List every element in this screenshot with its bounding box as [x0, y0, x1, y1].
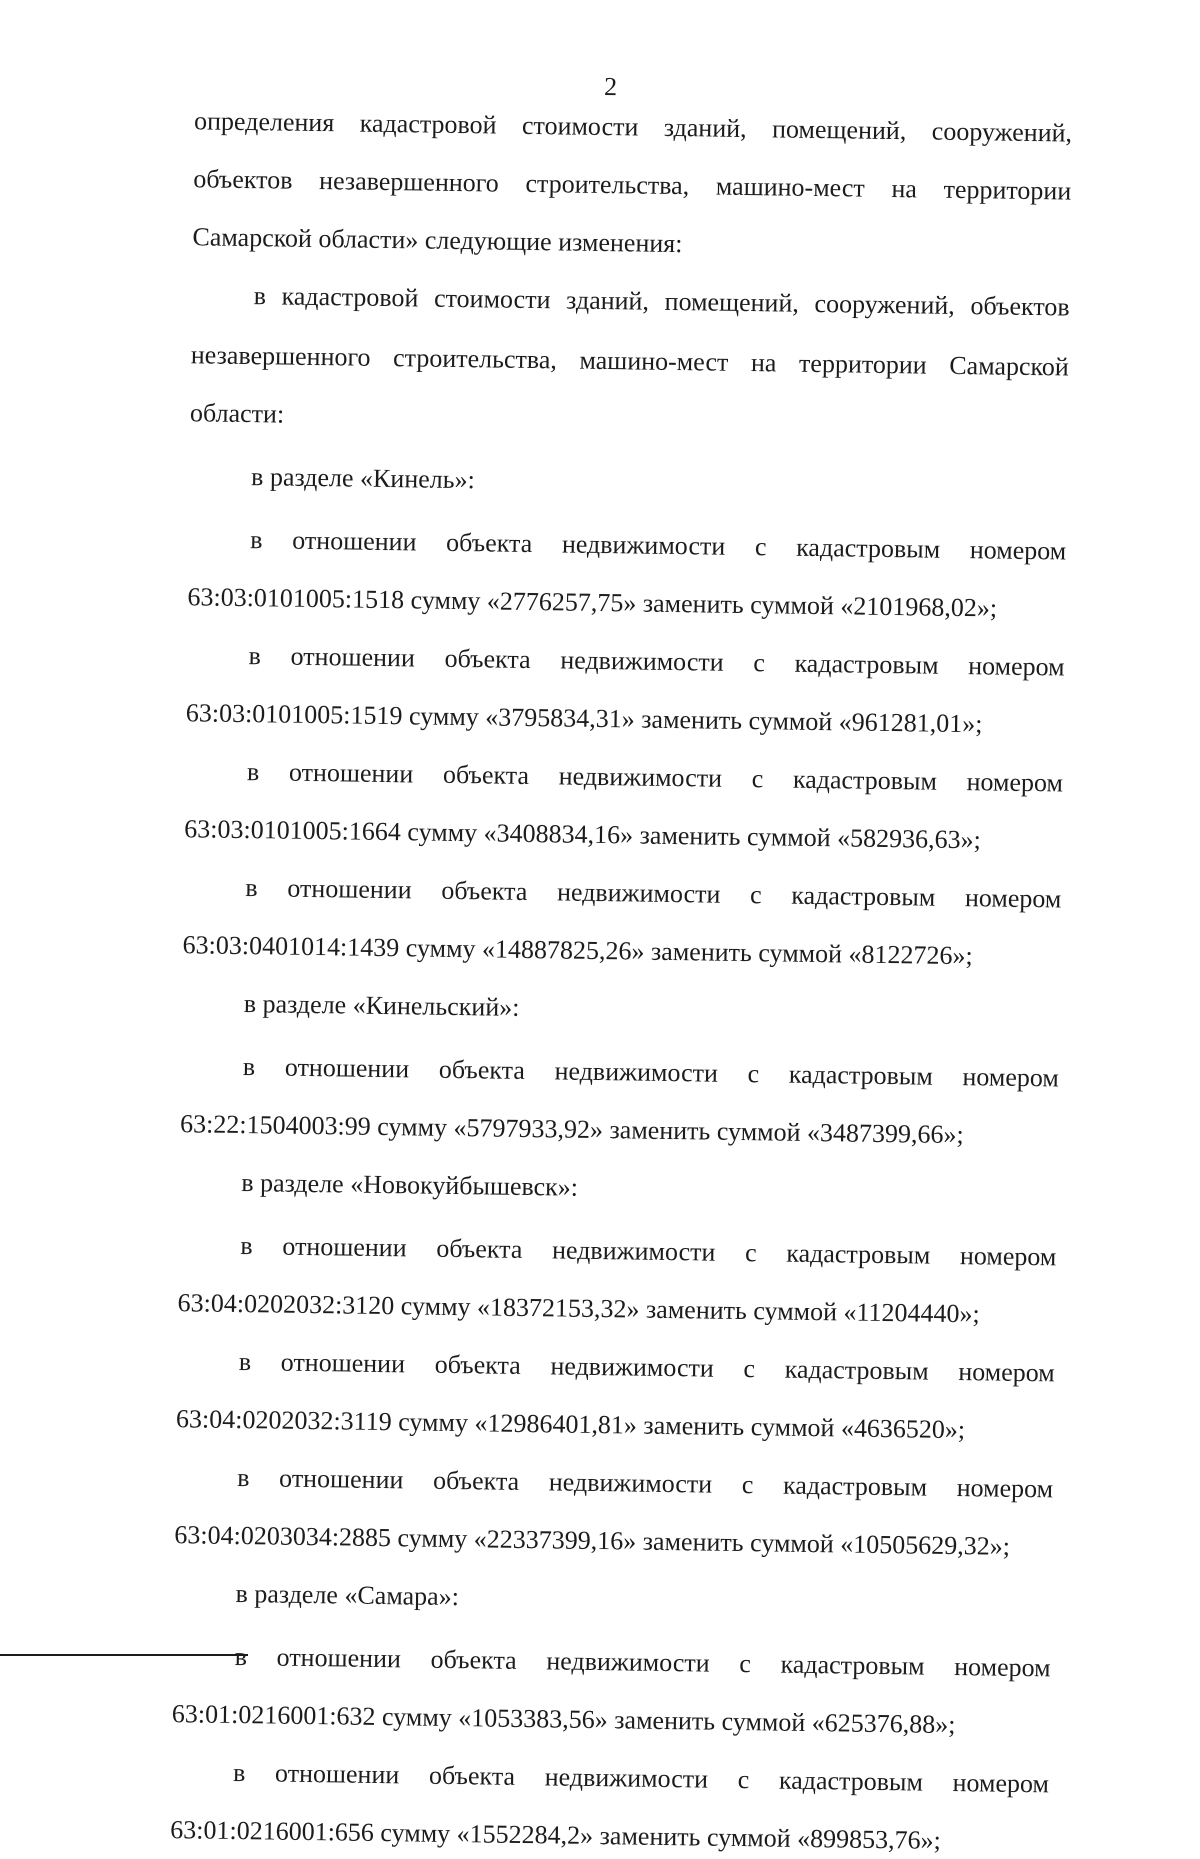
text-line: 63:22:1504003:99 сумму «5797933,92» заменить суммой «3487399,66»; [179, 1109, 964, 1150]
text-line: 63:01:0216001:656 сумму «1552284,2» заменить суммой «899853,76»; [170, 1815, 942, 1855]
text-line: незавершенного строительства, машино-мест на территории Самарской [190, 340, 1069, 382]
text-line: 63:04:0203034:2885 сумму «22337399,16» заменить суммой «10505629,32»; [174, 1520, 1011, 1561]
text-line: в кадастровой стоимости зданий, помещений, сооружений, объектов [253, 281, 1070, 322]
page-number: 2 [603, 71, 618, 102]
text-line: в отношении объекта недвижимости с кадастровым номером [250, 525, 1067, 566]
text-line: в отношении объекта недвижимости с кадастровым номером [246, 757, 1064, 798]
amendment-entry [186, 640, 1065, 740]
amendment-entry [187, 524, 1066, 624]
amendment-entry [184, 756, 1063, 856]
text-line: в отношении объекта недвижимости с кадастровым номером [242, 1052, 1060, 1093]
text-line: в отношении объекта недвижимости с кадастровым номером [238, 1347, 1055, 1388]
text-line: 63:04:0202032:3120 сумму «18372153,32» заменить суммой «11204440»; [177, 1288, 980, 1329]
section-heading: в разделе «Новокуйбышевск»: [241, 1168, 579, 1202]
text-line: в отношении объекта недвижимости с кадастровым номером [232, 1757, 1050, 1799]
amendment-entry [176, 1346, 1055, 1446]
text-line: в отношении объекта недвижимости с кадастровым номером [240, 1231, 1057, 1272]
text-line: 63:01:0216001:632 сумму «1053383,56» заменить суммой «625376,88»; [171, 1699, 956, 1740]
scope-paragraph [190, 280, 1070, 440]
document-body [170, 106, 1072, 1857]
text-line: 63:03:0101005:1664 сумму «3408834,16» заменить суммой «582936,63»; [184, 814, 982, 855]
text-line: определения кадастровой стоимости зданий, помещений, сооружений, [193, 106, 1073, 148]
text-line: в отношении объекта недвижимости с кадастровым номером [236, 1462, 1054, 1504]
text-line: области: [189, 398, 285, 429]
text-line: 63:03:0101005:1518 сумму «2776257,75» заменить суммой «2101968,02»; [187, 582, 998, 623]
text-line: 63:03:0101005:1519 сумму «3795834,31» заменить суммой «961281,01»; [185, 698, 983, 739]
section-heading: в разделе «Кинельский»: [243, 989, 520, 1022]
text-line: 63:04:0202032:3119 сумму «12986401,81» заменить суммой «4636520»; [175, 1404, 966, 1445]
amendment-entry [174, 1462, 1053, 1562]
footnote-separator [0, 1654, 248, 1656]
text-line: Самарской области» следующие изменения: [192, 222, 683, 259]
amendment-entry [177, 1230, 1056, 1330]
amendment-entry [180, 1051, 1059, 1151]
text-line: в отношении объекта недвижимости с кадастровым номером [234, 1641, 1051, 1683]
amendment-entry [170, 1757, 1049, 1857]
text-line: в отношении объекта недвижимости с кадастровым номером [245, 873, 1062, 914]
section-heading: в разделе «Самара»: [235, 1578, 460, 1612]
text-line: 63:03:0401014:1439 сумму «14887825,26» заменить суммой «8122726»; [182, 930, 973, 971]
text-line: в отношении объекта недвижимости с кадастровым номером [248, 641, 1065, 682]
intro-paragraph [192, 106, 1072, 264]
text-line: объектов незавершенного строительства, машино-мест на территории [193, 164, 1072, 206]
amendment-entry [182, 872, 1061, 972]
amendment-entry [172, 1641, 1051, 1741]
section-heading: в разделе «Кинель»: [250, 462, 476, 495]
